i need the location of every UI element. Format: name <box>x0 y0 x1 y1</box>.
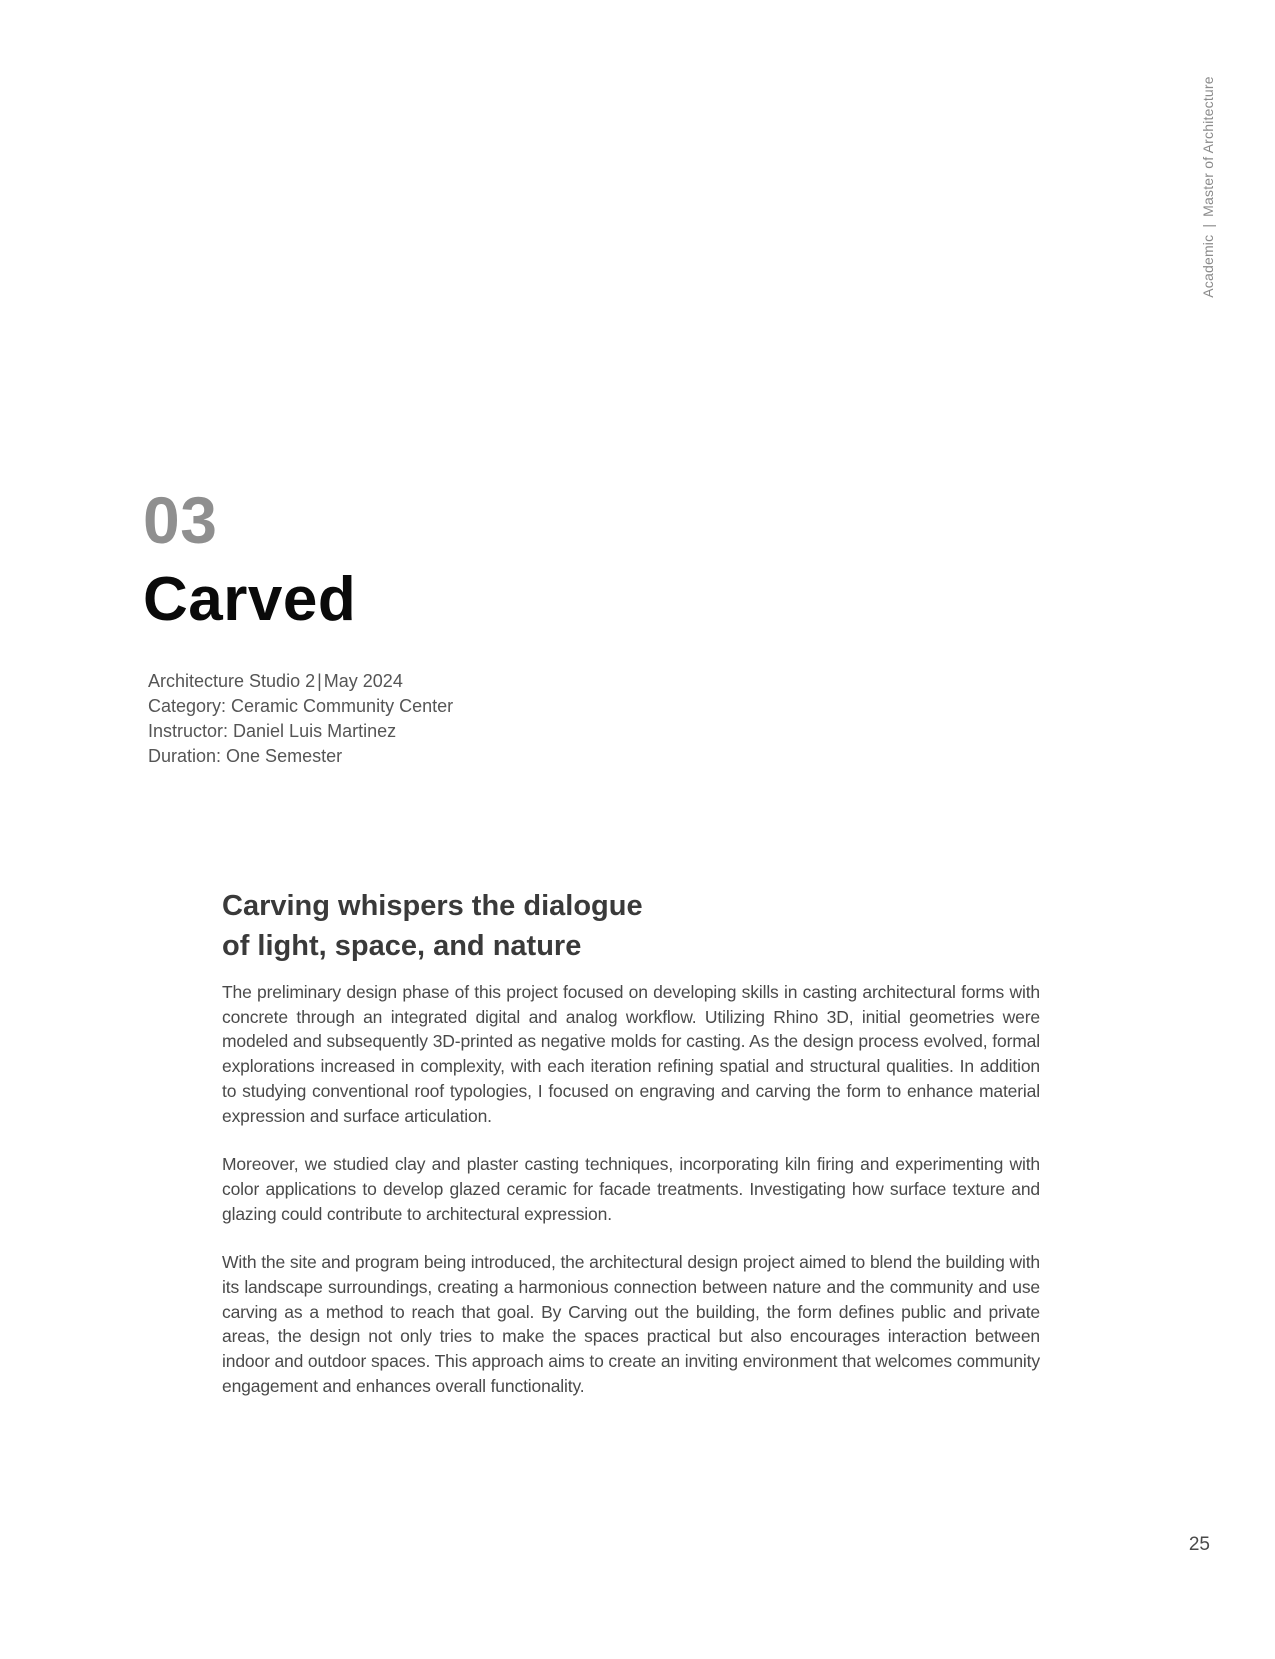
meta-instructor: Instructor: Daniel Luis Martinez <box>148 721 397 741</box>
running-header-category: Academic <box>1200 234 1216 298</box>
running-header-program: Master of Architecture <box>1200 76 1216 217</box>
running-header <box>1200 76 1216 298</box>
subtitle-line-1: Carving whispers the dialogue <box>222 890 643 922</box>
meta-duration: Duration: One Semester <box>148 746 343 766</box>
meta-category: Category: Ceramic Community Center <box>148 696 454 716</box>
meta-studio-date <box>148 669 453 694</box>
paragraph-2: Moreover, we studied clay and plaster casting techniques, incorporating kiln firing and experimenting with color applications to develop glazed ceramic for facade treatments. Investigating how surface texture and glazing could contribute to architectural expression. <box>222 1154 1040 1224</box>
meta-separator: | <box>317 671 322 691</box>
page-number: 25 <box>1188 1534 1210 1555</box>
project-description <box>222 886 1040 1423</box>
paragraph-1: The preliminary design phase of this project focused on developing skills in casting architectural forms with concrete through an integrated digital and analog workflow. Utilizing Rhino 3D, initial geometries were modeled and subsequently 3D-printed as negative molds for casting. As the design process evolved, formal explorations increased in complexity, with each iteration refining spatial and structural qualities. In addition to studying conventional roof typologies, I focused on engraving and carving the form to enhance material expression and surface articulation. <box>222 982 1040 1126</box>
running-header-separator: | <box>1200 223 1216 228</box>
project-title: Carved <box>143 565 357 634</box>
project-meta <box>148 669 453 769</box>
description-subtitle <box>222 886 1040 966</box>
subtitle-line-2: of light, space, and nature <box>222 930 582 962</box>
meta-studio: Architecture Studio 2 <box>148 671 316 691</box>
section-number: 03 <box>143 483 218 557</box>
meta-date: May 2024 <box>323 671 403 691</box>
paragraph-3: With the site and program being introduced, the architectural design project aimed to blend the building with its landscape surroundings, creating a harmonious connection between nature and the community and use carving as a method to reach that goal. By Carving out the building, the form defines public and private areas, the design not only tries to make the spaces practical but also encourages interaction between indoor and outdoor spaces. This approach aims to create an inviting environment that welcomes community engagement and enhances overall functionality. <box>222 1252 1040 1396</box>
